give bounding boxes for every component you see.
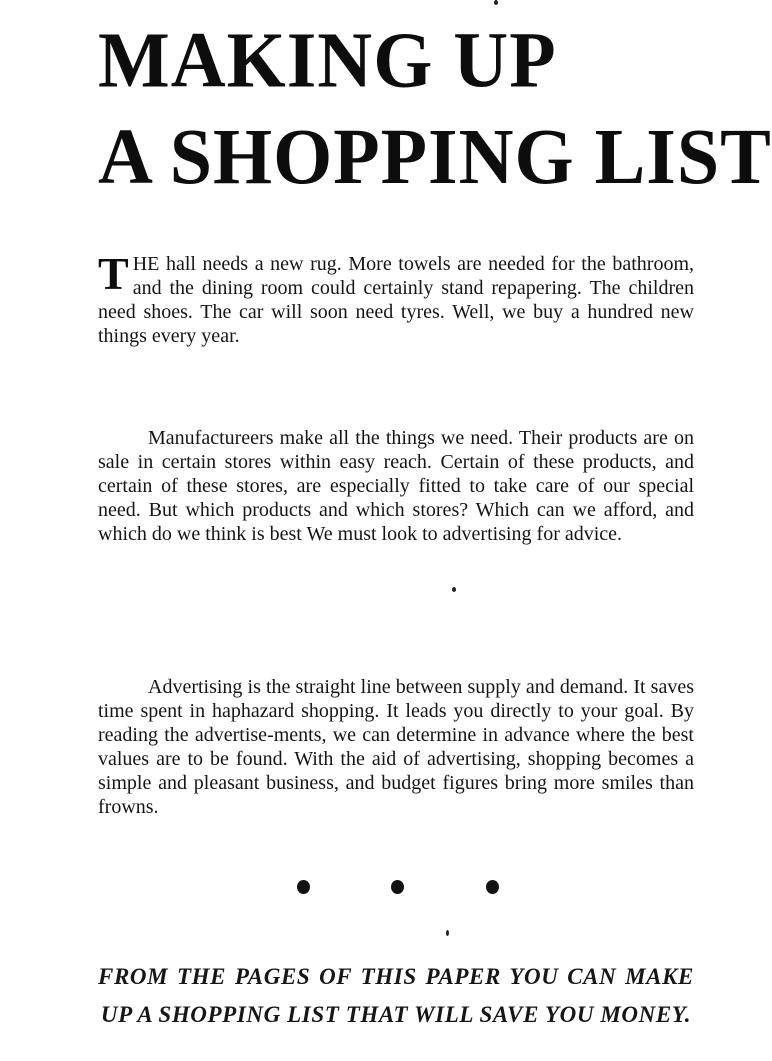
section-divider-dots	[0, 880, 700, 900]
paragraph-1	[98, 248, 694, 348]
closing-statement: FROM THE PAGES OF THIS PAPER YOU CAN MAKE UP A SHOPPING LIST THAT WILL SAVE YOU MONEY.	[98, 964, 694, 1027]
divider-dot	[486, 880, 499, 894]
headline	[98, 12, 772, 205]
paragraph-1-text: HE hall needs a new rug. More towels are needed for the bathroom, and the dining room could certainly stand repapering. The children need shoes. The car will soon need tyres. Well, we buy a hundred new things every year.	[98, 253, 694, 347]
paragraph-3	[98, 675, 694, 819]
drop-cap: T	[98, 248, 129, 299]
paragraph-3-text: Advertising is the straight line between supply and demand. It saves time spent in haphazard shopping. It leads you directly to your goal. By reading the advertise-ments, we can determine in advance where the best values are to be found. With the aid of advertising, shopping becomes a simple and pleasant business, and budget figures bring more smiles than frowns.	[98, 676, 694, 818]
divider-dot	[297, 880, 310, 894]
paragraph-2	[98, 426, 694, 546]
ink-speck	[446, 930, 449, 936]
headline-line-1: MAKING UP	[98, 16, 557, 105]
ink-speck	[494, 0, 498, 5]
divider-dot	[391, 880, 404, 894]
ink-speck	[452, 587, 456, 592]
headline-line-2: A SHOPPING LIST	[98, 112, 772, 201]
paragraph-2-text: Manufactureers make all the things we need. Their products are on sale in certain stores within easy reach. Certain of these products, and certain of these stores, are especially fitted to take care of our special need. But which products and which stores? Which can we afford, and which do we think is best We must look to advertising for advice.	[98, 427, 694, 545]
